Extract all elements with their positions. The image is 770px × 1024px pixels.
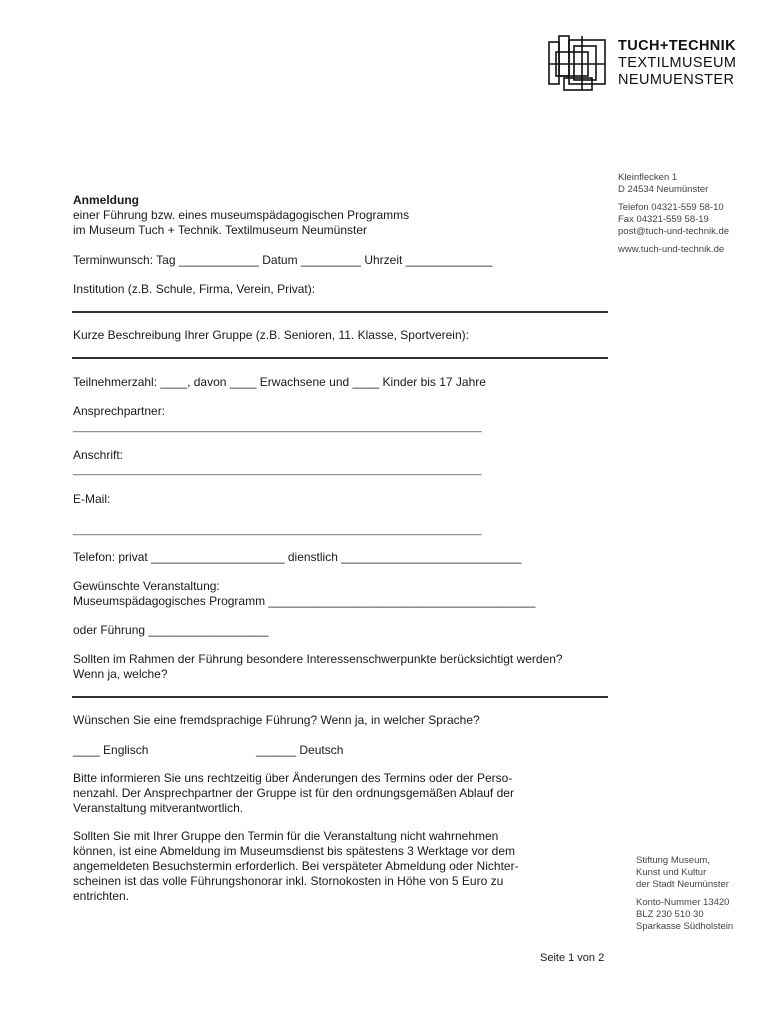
form-subheading-1: einer Führung bzw. eines museumspädagogischen Programms (73, 208, 410, 222)
deutsch-option[interactable]: ______ Deutsch (256, 743, 344, 757)
ansprechpartner-label: Ansprechpartner: (73, 404, 166, 418)
sprache-question: Wünschen Sie eine fremdsprachige Führung? Wenn ja, in welcher Sprache? (73, 713, 480, 727)
storno-text-4: scheinen ist das volle Führungshonorar inkl. Stornokosten in Höhe von 5 Euro zu (73, 874, 504, 888)
anschrift-label: Anschrift: (73, 448, 124, 462)
telefon-field[interactable]: Telefon: privat ____________________ dienstlich ___________________________ (73, 550, 522, 564)
storno-text-1: Sollten Sie mit Ihrer Gruppe den Termin für die Veranstaltung nicht wahrnehmen (73, 829, 499, 843)
email-label: E-Mail: (73, 492, 111, 506)
contact-fax: Fax 04321-559 58-19 (618, 214, 709, 225)
ansprechpartner-line[interactable]: ______________________________________________________________________ (73, 421, 482, 433)
foundation-account: Konto-Nummer 13420 (636, 897, 730, 908)
info-text-2: nenzahl. Der Ansprechpartner der Gruppe ist für den ordnungsgemäßen Ablauf der (73, 786, 514, 800)
logo-line-1: TUCH+TECHNIK (618, 38, 736, 54)
contact-address-2: D 24534 Neumünster (618, 184, 709, 195)
logo-line-2: TEXTILMUSEUM (618, 55, 737, 71)
divider-1 (72, 311, 608, 313)
anschrift-line[interactable]: ______________________________________________________________________ (73, 464, 482, 476)
info-text-1: Bitte informieren Sie uns rechtzeitig über Änderungen des Termins oder der Perso- (73, 771, 513, 785)
englisch-option[interactable]: ____ Englisch (73, 743, 149, 757)
page-number: Seite 1 von 2 (540, 952, 605, 964)
institution-field[interactable]: Institution (z.B. Schule, Firma, Verein, Privat): (73, 282, 316, 296)
contact-email[interactable]: post@tuch-und-technik.de (618, 226, 730, 237)
fuehrung-field[interactable]: oder Führung __________________ (73, 623, 269, 637)
foundation-line-3: der Stadt Neumünster (636, 879, 729, 890)
divider-3 (72, 696, 608, 698)
contact-phone: Telefon 04321-559 58-10 (618, 202, 724, 213)
logo-line-3: NEUMUENSTER (618, 72, 735, 88)
form-heading: Anmeldung (73, 193, 139, 207)
veranstaltung-label: Gewünschte Veranstaltung: (73, 579, 220, 593)
foundation-line-2: Kunst und Kultur (636, 867, 707, 878)
foundation-line-1: Stiftung Museum, (636, 855, 710, 866)
termin-field[interactable]: Terminwunsch: Tag ____________ Datum _________ Uhrzeit _____________ (73, 253, 493, 267)
interesse-question-2: Wenn ja, welche? (73, 667, 168, 681)
info-text-3: Veranstaltung mitverantwortlich. (73, 801, 244, 815)
foundation-blz: BLZ 230 510 30 (636, 909, 704, 920)
beschreibung-field[interactable]: Kurze Beschreibung Ihrer Gruppe (z.B. Senioren, 11. Klasse, Sportverein): (73, 328, 469, 342)
storno-text-2: können, ist eine Abmeldung im Museumsdienst bis spätestens 3 Werktage vor dem (73, 844, 516, 858)
interesse-question-1: Sollten im Rahmen der Führung besondere Interessenschwerpunkte berücksichtigt werden? (73, 652, 563, 666)
contact-address-1: Kleinflecken 1 (618, 172, 678, 183)
storno-text-5: entrichten. (73, 889, 130, 903)
programm-field[interactable]: Museumspädagogisches Programm ________________________________________ (73, 594, 536, 608)
storno-text-3: angemeldeten Besuchstermin erforderlich. Bei verspäteter Abmeldung oder Nichter- (73, 859, 519, 873)
foundation-bank: Sparkasse Südholstein (636, 921, 734, 932)
email-line[interactable]: ______________________________________________________________________ (73, 524, 482, 536)
logo-mark-icon (546, 34, 610, 92)
divider-2 (72, 357, 608, 359)
museum-logo (546, 34, 610, 92)
contact-website[interactable]: www.tuch-und-technik.de (618, 244, 725, 255)
form-subheading-2: im Museum Tuch + Technik. Textilmuseum Neumünster (73, 223, 368, 237)
teilnehmer-field[interactable]: Teilnehmerzahl: ____, davon ____ Erwachsene und ____ Kinder bis 17 Jahre (73, 375, 486, 389)
